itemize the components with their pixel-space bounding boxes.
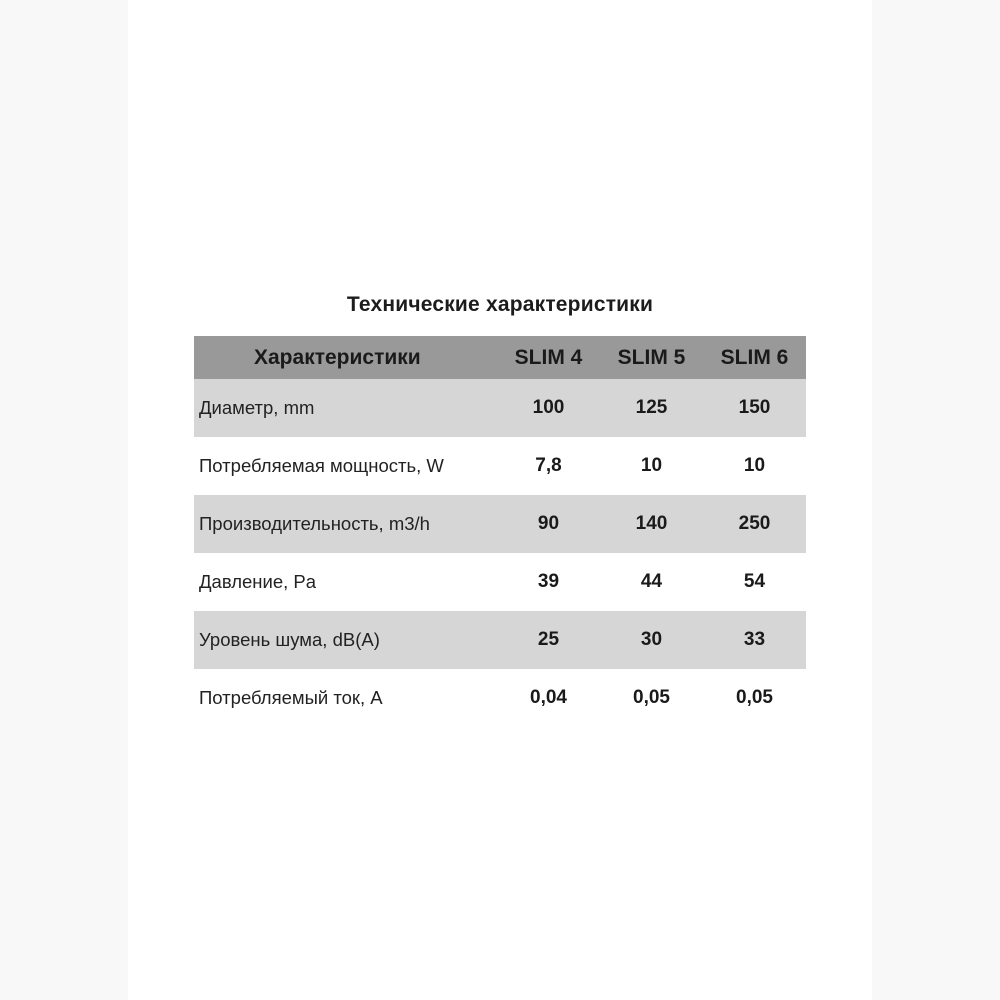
row-value-slim-6: 10	[743, 455, 766, 476]
row-label: Давление, Pa	[199, 571, 317, 592]
spec-table	[194, 336, 806, 727]
row-value-slim-6: 150	[738, 397, 771, 418]
header-characteristics: Характеристики	[254, 345, 421, 369]
table-row-diameter	[194, 379, 806, 437]
row-value-slim-5: 0,05	[633, 687, 670, 708]
page-title: Технические характеристики	[346, 293, 654, 316]
table-row-airflow	[194, 495, 806, 553]
row-label: Производительность, m3/h	[199, 513, 430, 534]
header-slim-5: SLIM 5	[617, 345, 686, 369]
row-value-slim-4: 0,04	[530, 687, 567, 708]
row-label: Потребляемый ток, A	[199, 687, 383, 708]
row-value-slim-6: 250	[738, 513, 771, 534]
table-row-pressure	[194, 553, 806, 611]
row-label: Уровень шума, dB(A)	[199, 629, 380, 650]
header-slim-6: SLIM 6	[720, 345, 789, 369]
table-header-row	[194, 336, 806, 379]
row-value-slim-4: 7,8	[535, 455, 562, 476]
right-side-band	[872, 0, 1000, 1000]
table-row-power	[194, 437, 806, 495]
row-value-slim-5: 140	[635, 513, 668, 534]
row-value-slim-5: 30	[640, 629, 663, 650]
header-slim-4: SLIM 4	[514, 345, 583, 369]
row-value-slim-6: 33	[743, 629, 766, 650]
row-value-slim-4: 100	[532, 397, 565, 418]
row-value-slim-6: 0,05	[736, 687, 773, 708]
row-label: Потребляемая мощность, W	[199, 455, 444, 476]
row-value-slim-5: 44	[640, 571, 663, 592]
left-side-band	[0, 0, 128, 1000]
row-value-slim-6: 54	[743, 571, 766, 592]
row-value-slim-4: 39	[537, 571, 560, 592]
row-value-slim-5: 125	[635, 397, 668, 418]
row-value-slim-4: 90	[537, 513, 560, 534]
table-row-current	[194, 669, 806, 727]
table-row-noise	[194, 611, 806, 669]
row-value-slim-5: 10	[640, 455, 663, 476]
row-label: Диаметр, mm	[199, 397, 315, 418]
row-value-slim-4: 25	[537, 629, 560, 650]
